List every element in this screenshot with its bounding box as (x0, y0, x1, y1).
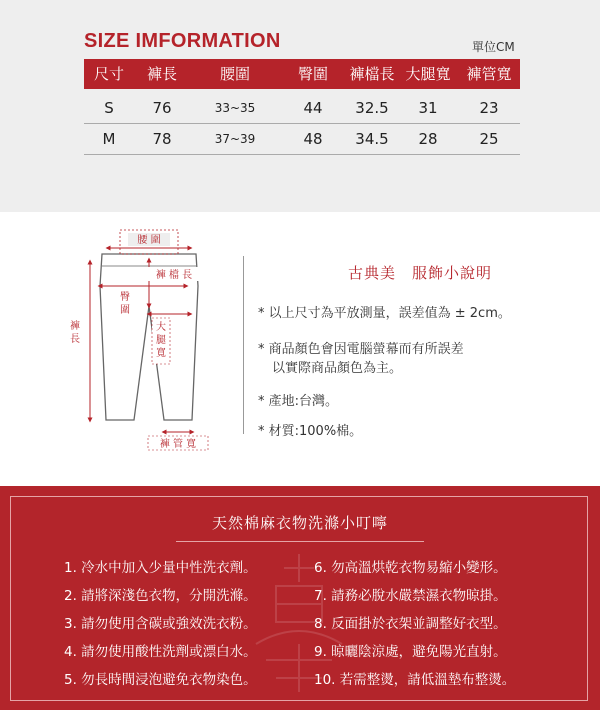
table-row (84, 93, 520, 124)
wash-tip: 5. 勿長時間浸泡避免衣物染色。 (64, 672, 257, 688)
header-hip: 臀圍 (297, 65, 328, 83)
note-origin: * 產地:台灣。 (258, 394, 339, 409)
wash-tip: 2. 請將深淺色衣物，分開洗滌。 (64, 588, 257, 604)
header-length: 褲長 (146, 65, 177, 83)
wash-title: 天然棉麻衣物洗滌小叮嚀 (211, 514, 388, 532)
wash-tip: 3. 請勿使用含碳或強效洗衣粉。 (64, 616, 257, 632)
cell-hem: 25 (479, 130, 499, 148)
rise-label: 褲 檔 長 (155, 270, 193, 281)
header-waist: 腰圍 (219, 65, 250, 83)
wash-tip: 10. 若需整燙，請低溫墊布整燙。 (314, 672, 516, 688)
cell-hip: 48 (303, 130, 323, 148)
cell-rise: 32.5 (355, 99, 389, 117)
table-row (84, 124, 520, 155)
divider (243, 256, 244, 434)
wash-tip: 8. 反面掛於衣架並調整好衣型。 (314, 616, 507, 632)
thigh-label: 大腿寬 (156, 322, 166, 359)
wash-tip: 1. 冷水中加入少量中性洗衣劑。 (64, 560, 257, 576)
cell-rise: 34.5 (355, 130, 389, 148)
header-rise: 褲檔長 (349, 65, 395, 83)
header-size: 尺寸 (93, 65, 124, 83)
header-hem: 褲管寬 (466, 65, 512, 83)
waist-label: 腰 圍 (137, 235, 161, 246)
length-label: 褲長 (70, 321, 80, 345)
wash-tip: 7. 請務必脫水嚴禁濕衣物晾掛。 (314, 588, 507, 604)
wash-title-underline (176, 541, 424, 542)
cell-hem: 23 (479, 99, 499, 117)
cell-hip: 44 (303, 99, 323, 117)
wash-tip: 6. 勿高溫烘乾衣物易縮小變形。 (314, 560, 507, 576)
note-tolerance: * 以上尺寸為平放測量，誤差值為 ± 2cm。 (258, 306, 511, 321)
hip-label: 臀圍 (120, 292, 130, 316)
note-color: * 商品顏色會因電腦螢幕而有所誤差 (258, 342, 464, 357)
wash-tip: 4. 請勿使用酸性洗劑或漂白水。 (64, 644, 257, 660)
size-table-header (84, 59, 520, 89)
cell-thigh: 31 (418, 99, 438, 117)
cell-size: M (102, 130, 116, 148)
cell-length: 76 (152, 99, 172, 117)
hem-label: 褲 管 寬 (159, 439, 197, 450)
cell-size: S (104, 99, 114, 117)
wash-tip: 9. 晾曬陰涼處，避免陽光直射。 (314, 644, 507, 660)
cell-length: 78 (152, 130, 172, 148)
pants-diagram (60, 226, 240, 462)
info-title: 古典美 服飾小說明 (347, 264, 492, 282)
cell-thigh: 28 (418, 130, 438, 148)
cell-waist: 33~35 (214, 101, 256, 115)
unit-label: 單位CM (472, 40, 515, 54)
header-thigh: 大腿寬 (405, 65, 451, 83)
size-title: SIZE IMFORMATION (84, 30, 281, 52)
note-color-cont: 以實際商品顏色為主。 (272, 361, 403, 376)
cell-waist: 37~39 (214, 132, 256, 146)
note-material: * 材質:100%棉。 (258, 424, 363, 439)
